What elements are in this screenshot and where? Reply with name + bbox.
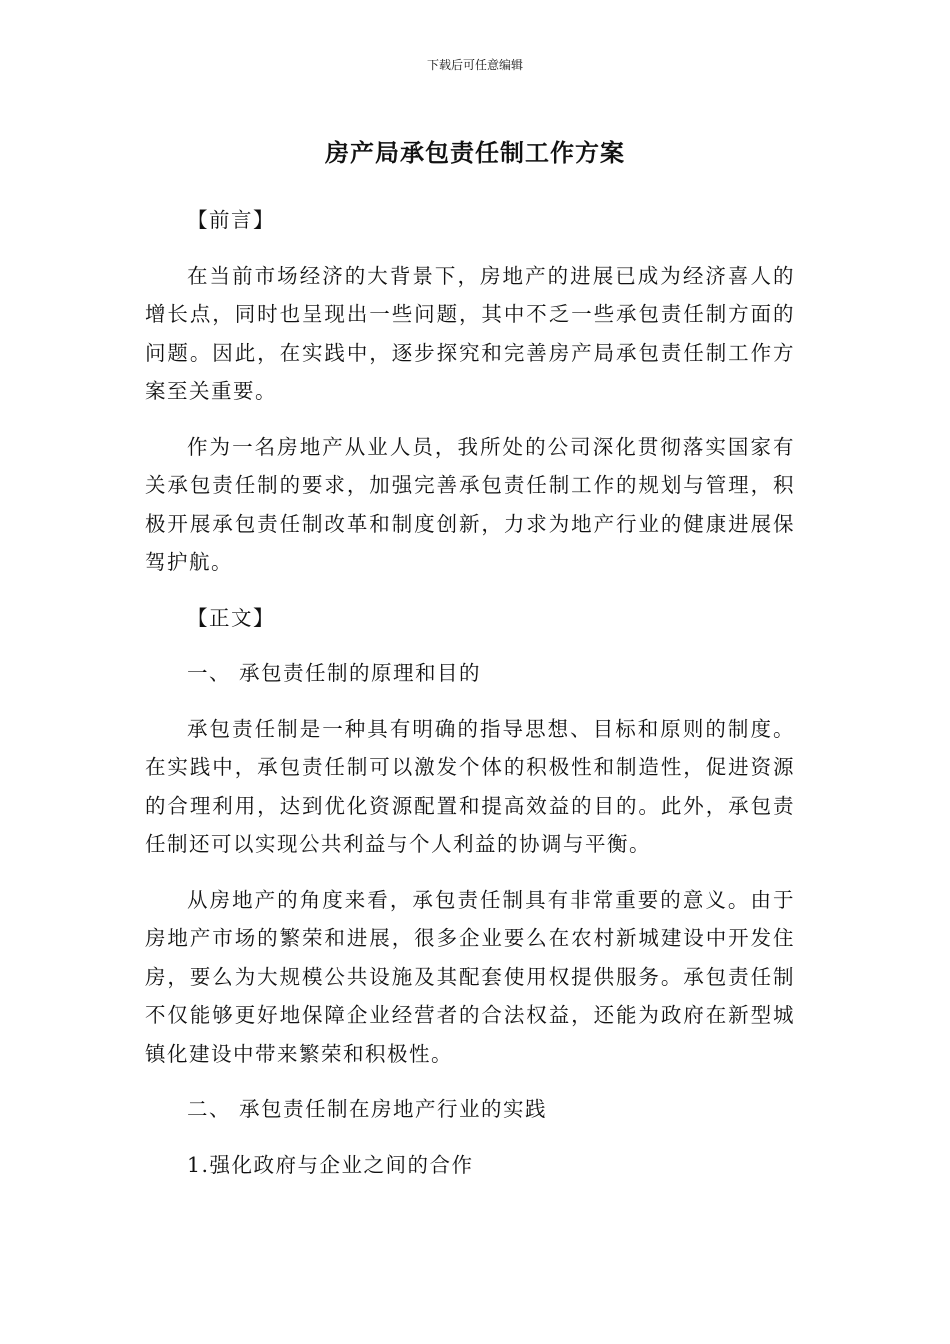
preface-paragraph-1: 在当前市场经济的大背景下，房地产的进展已成为经济喜人的增长点，同时也呈现出一些问题，其中不乏一些承包责任制方面的问题。因此，在实践中，逐步探究和完善房产局承包责任制工作方案至关重要。 [145, 263, 795, 403]
section-2-heading: 二、 承包责任制在房地产行业的实践 [187, 1097, 548, 1121]
document-title: 房产局承包责任制工作方案 [325, 139, 625, 167]
section-1-paragraph-2: 从房地产的角度来看，承包责任制具有非常重要的意义。由于房地产市场的繁荣和进展，很多企业要么在农村新城建设中开发住房，要么为大规模公共设施及其配套使用权提供服务。承包责任制不仅能够更好地保障企业经营者的合法权益，还能为政府在新型城镇化建设中带来繁荣和积极性。 [145, 887, 795, 1066]
section-1-heading: 一、 承包责任制的原理和目的 [187, 661, 482, 685]
section-2-item-1: 1.强化政府与企业之间的合作 [187, 1152, 474, 1177]
document-body [145, 201, 795, 1201]
preface-heading: 【前言】 [187, 208, 275, 232]
preface-paragraph-2: 作为一名房地产从业人员，我所处的公司深化贯彻落实国家有关承包责任制的要求，加强完善承包责任制工作的规划与管理，积极开展承包责任制改革和制度创新，力求为地产行业的健康进展保驾护航。 [145, 434, 795, 574]
main-text-heading: 【正文】 [187, 605, 275, 630]
header-note: 下载后可任意编辑 [426, 58, 523, 72]
section-1-paragraph-1: 承包责任制是一种具有明确的指导思想、目标和原则的制度。在实践中，承包责任制可以激发个体的积极性和制造性，促进资源的合理利用，达到优化资源配置和提高效益的目的。此外，承包责任制还可以实现公共利益与个人利益的协调与平衡。 [145, 716, 795, 856]
